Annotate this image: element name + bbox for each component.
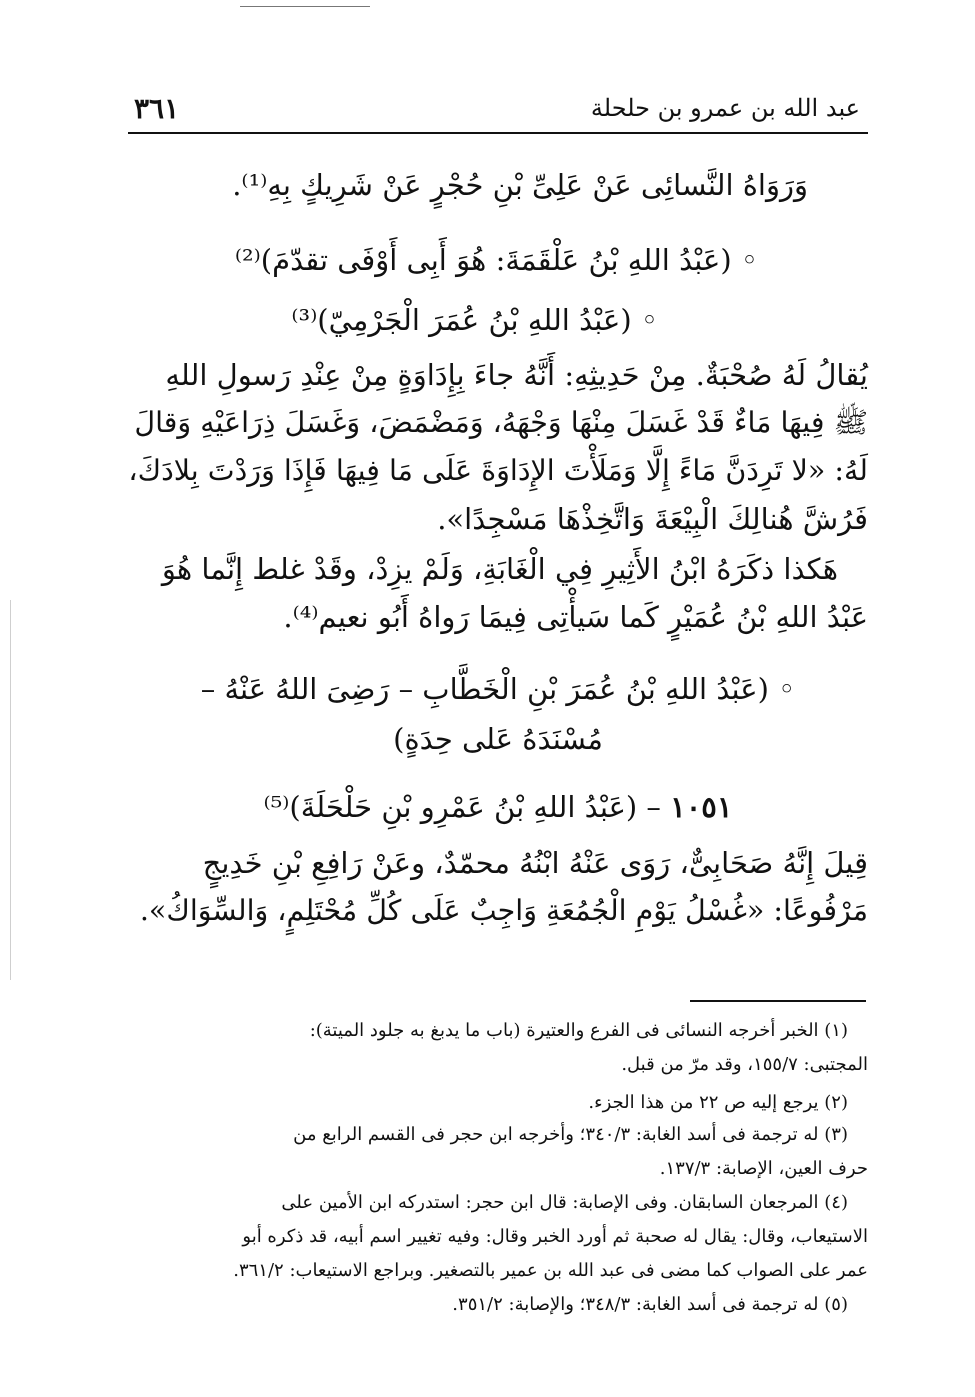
footnotes bbox=[128, 0, 868, 1397]
text-line: عَبْدُ اللهِ بْنُ عُمَيْرٍ كَما سَيأْتِى فِيمَا رَواهُ أَبُو نعيم⁽⁴⁾. bbox=[283, 600, 868, 634]
entry-number: ١٠٥١ bbox=[670, 790, 733, 824]
page-number: ٣٦١ bbox=[134, 92, 180, 125]
text-line: وَرَوَاهُ النَّسائِى عَنْ عَلِىِّ بْنِ حُجْرٍ عَنْ شَرِيكٍ بِهِ⁽¹⁾. bbox=[232, 168, 808, 202]
footnote-line: (٤) المرجعان السابقان. وفى الإصابة: قال ابن حجر: استدركه ابن الأمين على bbox=[281, 1192, 848, 1213]
footnote-line: حرف العين، الإصابة: ١٣٧/٣. bbox=[659, 1158, 868, 1179]
entry-heading: ◦ (عَبْدُ اللهِ بْنُ عُمَرَ بْنِ الْخَطَّابِ – رَضِىَ اللهُ عَنْهُ – bbox=[200, 672, 796, 706]
text-line: يُقالُ لَهُ صُحْبَةٌ. مِنْ حَدِيثِهِ: أَنَّهُ جاءَ بِإِدَاوَةٍ مِنْ عِنْدِ رَسولِ اللهِ bbox=[165, 358, 868, 392]
entry-heading: ◦ (عَبْدُ اللهِ بْنُ عَلْقَمَةَ: هُوَ أَبِى أَوْفَى تقدّمَ)⁽²⁾ bbox=[234, 243, 758, 277]
footnote-line: (٥) له ترجمة فى أسد الغابة: ٣٤٨/٣؛ والإصابة: ٣٥١/٢. bbox=[452, 1294, 848, 1315]
footnote-line: عمر على الصواب كما مضى فى عبد الله بن عمير بالتصغير. وبراجع الاستيعاب: ٣٦١/٢. bbox=[233, 1260, 868, 1281]
entry-heading: ◦ (عَبْدُ اللهِ بْنُ عُمَرَ الْجَرْمِيّ)⁽³⁾ bbox=[291, 303, 658, 337]
footnote-line: الاستيعاب، وقال: يقال له صحبة ثم أورد الخبر وقال: وفيه تغيير اسم أبيه، قد ذكره أبو bbox=[242, 1226, 868, 1247]
text-line: ﷺ فِيهَا مَاءٌ قَدْ غَسَلَ مِنْهَا وَجْهَهُ، وَمَضْمَضَ، وَغَسَلَ ذِرَاعَيْهِ وَقالَ bbox=[134, 406, 868, 439]
footnote-line: المجتبى: ١٥٥/٧، وقد مرّ من قبل. bbox=[621, 1054, 868, 1075]
text-line: لَهُ: «لا تَرِدَنَّ مَاءً إِلَّا وَمَلَأْتَ الإِدَاوَةَ عَلَى مَا فِيهَا فَإِذَا وَرَدْتَ بِلادَكَ، bbox=[128, 454, 868, 487]
footnote-line: (١) الخبر أخرجه النسائى فى الفرع والعتيرة (باب ما يدبغ به جلود الميتة): bbox=[309, 1020, 848, 1041]
text-line: مَرْفُوعًا: «غُسْلُ يَوْمِ الْجُمُعَةِ وَاجِبٌ عَلَى كُلِّ مُحْتَلِمٍ، وَالسِّوَاكُ». bbox=[139, 894, 868, 927]
footnote-line: (٣) له ترجمة فى أسد الغابة: ٣٤٠/٣؛ وأخرجه ابن حجر فى القسم الرابع من bbox=[293, 1124, 848, 1145]
header-title: عبد الله بن عمرو بن حلحلة bbox=[590, 94, 860, 122]
text-line: فَرُشَّ هُنالِكَ الْبِيْعَةَ وَاتَّخِذْهَا مَسْجِدًا». bbox=[437, 502, 868, 536]
entry-heading-continuation: مُسْنَدَهُ عَلى حِدَةٍ) bbox=[393, 722, 603, 756]
text-line: قِيلَ إِنَّهُ صَحَابِىٌّ، رَوَى عَنْهُ ابْنُهُ محمّدٌ، وعَنْ رَافِعِ بْنِ خَدِيجٍ bbox=[202, 846, 868, 880]
text-line: هَكذا ذكَرَهُ ابْنُ الأَثِيرِ فِي الْغَابَةِ، وَلَمْ يزِدْ، وقَدْ غلط إِنَّما هُوَ bbox=[161, 552, 838, 586]
footnote-line: (٢) يرجع إليه ص ٢٢ من هذا الجزء. bbox=[588, 1092, 848, 1113]
scan-margin-line bbox=[10, 600, 11, 980]
entry-title: – (عَبْدُ اللهِ بْنُ عَمْرِو بْنِ حَلْحَلَةَ)⁽⁵⁾ bbox=[263, 790, 661, 824]
